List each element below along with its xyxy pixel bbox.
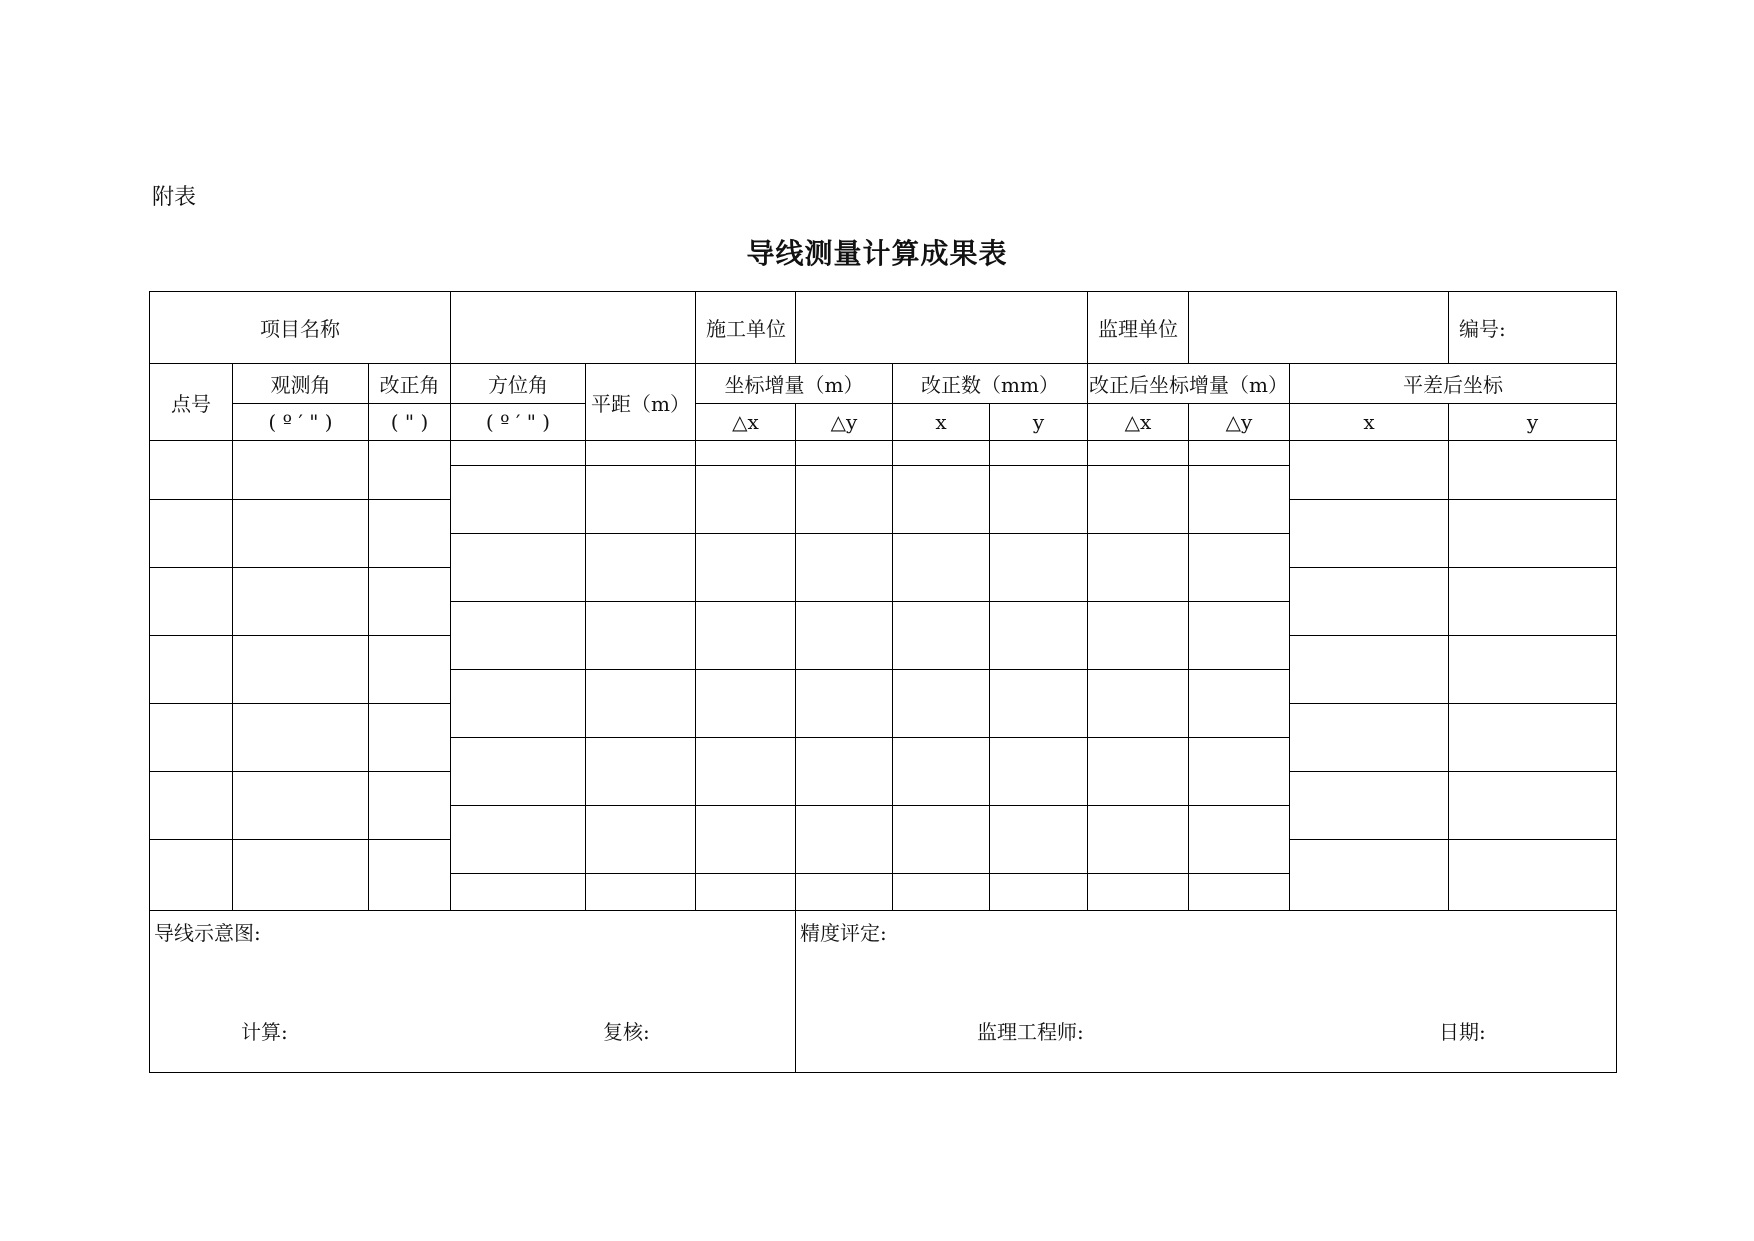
supervision-unit-label: 监理单位: [1088, 292, 1189, 364]
header-adjusted-y: y: [1449, 404, 1617, 441]
footer-calculation: 计算:: [241, 1020, 288, 1044]
header-coord-dx: △x: [696, 404, 796, 441]
traverse-sketch-area[interactable]: [150, 911, 796, 1073]
table-cell[interactable]: [451, 874, 586, 911]
header-observed-angle-unit: ( º ′ " ): [233, 404, 369, 441]
table-cell[interactable]: [233, 636, 369, 704]
table-cell[interactable]: [150, 568, 233, 636]
table-cell[interactable]: [990, 738, 1088, 806]
header-point: 点号: [150, 364, 233, 441]
table-cell[interactable]: [893, 874, 990, 911]
table-cell[interactable]: [233, 772, 369, 840]
table-cell[interactable]: [451, 466, 586, 534]
attachment-label: 附表: [152, 185, 197, 210]
table-cell[interactable]: [586, 466, 696, 534]
table-cell[interactable]: [586, 670, 696, 738]
table-cell[interactable]: [1189, 738, 1290, 806]
precision-assessment-area[interactable]: [796, 911, 1617, 1073]
table-cell[interactable]: [1088, 534, 1189, 602]
table-cell[interactable]: [369, 704, 451, 772]
table-cell[interactable]: [1290, 840, 1449, 911]
table-cell[interactable]: [233, 840, 369, 911]
table-cell[interactable]: [1449, 500, 1617, 568]
table-cell[interactable]: [586, 534, 696, 602]
table-cell[interactable]: [1088, 466, 1189, 534]
table-cell[interactable]: [150, 636, 233, 704]
table-cell[interactable]: [796, 670, 893, 738]
table-cell[interactable]: [1449, 441, 1617, 500]
table-cell[interactable]: [1290, 772, 1449, 840]
table-cell[interactable]: [1189, 602, 1290, 670]
header-corrected-angle-unit: ( " ): [369, 404, 451, 441]
table-cell[interactable]: [990, 874, 1088, 911]
table-cell[interactable]: [1088, 602, 1189, 670]
table-cell[interactable]: [1449, 636, 1617, 704]
table-cell[interactable]: [893, 602, 990, 670]
table-cell[interactable]: [696, 441, 796, 466]
table-cell[interactable]: [1088, 441, 1189, 466]
table-cell[interactable]: [696, 874, 796, 911]
table-cell[interactable]: [696, 738, 796, 806]
supervision-unit-field[interactable]: [1189, 292, 1449, 364]
table-cell[interactable]: [150, 772, 233, 840]
table-cell[interactable]: [150, 840, 233, 911]
header-corrected-dy: △y: [1189, 404, 1290, 441]
table-cell[interactable]: [696, 670, 796, 738]
footer-engineer: 监理工程师:: [977, 1020, 1084, 1044]
table-cell[interactable]: [451, 602, 586, 670]
table-cell[interactable]: [233, 704, 369, 772]
table-cell[interactable]: [1449, 704, 1617, 772]
table-cell[interactable]: [893, 534, 990, 602]
header-azimuth-unit: ( º ′ " ): [451, 404, 586, 441]
table-cell[interactable]: [990, 670, 1088, 738]
table-cell[interactable]: [893, 806, 990, 874]
table-cell[interactable]: [586, 602, 696, 670]
header-correction-x: x: [893, 404, 990, 441]
traverse-sketch-label: 导线示意图:: [154, 921, 261, 945]
table-cell[interactable]: [369, 500, 451, 568]
table-cell[interactable]: [451, 738, 586, 806]
table-cell[interactable]: [990, 534, 1088, 602]
table-cell[interactable]: [1449, 840, 1617, 911]
page-title: 导线测量计算成果表: [746, 237, 1008, 270]
table-cell[interactable]: [1088, 806, 1189, 874]
table-cell[interactable]: [796, 806, 893, 874]
table-cell[interactable]: [1088, 874, 1189, 911]
header-coord-increment: 坐标增量（m）: [696, 364, 893, 404]
table-cell[interactable]: [990, 441, 1088, 466]
table-cell[interactable]: [990, 602, 1088, 670]
table-cell[interactable]: [451, 534, 586, 602]
header-correction: 改正数（mm）: [893, 364, 1088, 404]
table-cell[interactable]: [990, 806, 1088, 874]
table-cell[interactable]: [233, 500, 369, 568]
table-cell[interactable]: [1290, 704, 1449, 772]
construction-unit-field[interactable]: [796, 292, 1088, 364]
header-azimuth: 方位角: [451, 364, 586, 404]
table-cell[interactable]: [233, 568, 369, 636]
construction-unit-label: 施工单位: [696, 292, 796, 364]
footer-review: 复核:: [603, 1020, 650, 1044]
table-cell[interactable]: [1290, 441, 1449, 500]
header-corrected-increment: 改正后坐标增量（m）: [1088, 364, 1290, 404]
table-cell[interactable]: [893, 466, 990, 534]
table-cell[interactable]: [586, 806, 696, 874]
table-cell[interactable]: [586, 441, 696, 466]
table-cell[interactable]: [150, 441, 233, 500]
header-observed-angle: 观测角: [233, 364, 369, 404]
table-cell[interactable]: [369, 441, 451, 500]
table-cell[interactable]: [369, 636, 451, 704]
table-cell[interactable]: [1290, 636, 1449, 704]
table-cell[interactable]: [233, 441, 369, 500]
header-corrected-dx: △x: [1088, 404, 1189, 441]
header-adjusted-x: x: [1290, 404, 1449, 441]
table-cell[interactable]: [586, 874, 696, 911]
table-cell[interactable]: [1189, 806, 1290, 874]
table-cell[interactable]: [796, 534, 893, 602]
table-cell[interactable]: [150, 500, 233, 568]
table-cell[interactable]: [893, 738, 990, 806]
header-coord-dy: △y: [796, 404, 893, 441]
table-cell[interactable]: [369, 568, 451, 636]
table-cell[interactable]: [150, 704, 233, 772]
header-distance: 平距（m）: [586, 364, 696, 441]
table-cell[interactable]: [1088, 738, 1189, 806]
table-cell[interactable]: [796, 738, 893, 806]
table-cell[interactable]: [696, 806, 796, 874]
project-name-field[interactable]: [451, 292, 696, 364]
table-cell[interactable]: [369, 840, 451, 911]
table-cell[interactable]: [369, 772, 451, 840]
table-cell[interactable]: [1088, 670, 1189, 738]
table-cell[interactable]: [1189, 874, 1290, 911]
table-cell[interactable]: [796, 441, 893, 466]
table-cell[interactable]: [696, 534, 796, 602]
table-cell[interactable]: [990, 466, 1088, 534]
table-cell[interactable]: [451, 441, 586, 466]
table-cell[interactable]: [1449, 568, 1617, 636]
header-correction-y: y: [990, 404, 1088, 441]
table-cell[interactable]: [696, 466, 796, 534]
table-cell[interactable]: [796, 874, 893, 911]
table-cell[interactable]: [893, 670, 990, 738]
table-cell[interactable]: [796, 466, 893, 534]
table-cell[interactable]: [696, 602, 796, 670]
header-corrected-angle: 改正角: [369, 364, 451, 404]
table-cell[interactable]: [1290, 568, 1449, 636]
precision-assessment-label: 精度评定:: [800, 921, 887, 945]
table-cell[interactable]: [1189, 466, 1290, 534]
table-cell[interactable]: [1189, 534, 1290, 602]
footer-date: 日期:: [1439, 1020, 1486, 1044]
project-name-label: 项目名称: [150, 292, 451, 364]
table-cell[interactable]: [1290, 500, 1449, 568]
header-adjusted-coords: 平差后坐标: [1290, 364, 1617, 404]
table-cell[interactable]: [1449, 772, 1617, 840]
table-cell[interactable]: [796, 602, 893, 670]
table-cell[interactable]: [451, 670, 586, 738]
table-cell[interactable]: [893, 441, 990, 466]
serial-number-label[interactable]: 编号:: [1449, 292, 1617, 364]
table-cell[interactable]: [1189, 441, 1290, 466]
table-cell[interactable]: [451, 806, 586, 874]
table-cell[interactable]: [1189, 670, 1290, 738]
table-cell[interactable]: [586, 738, 696, 806]
survey-table: [149, 291, 1617, 1073]
